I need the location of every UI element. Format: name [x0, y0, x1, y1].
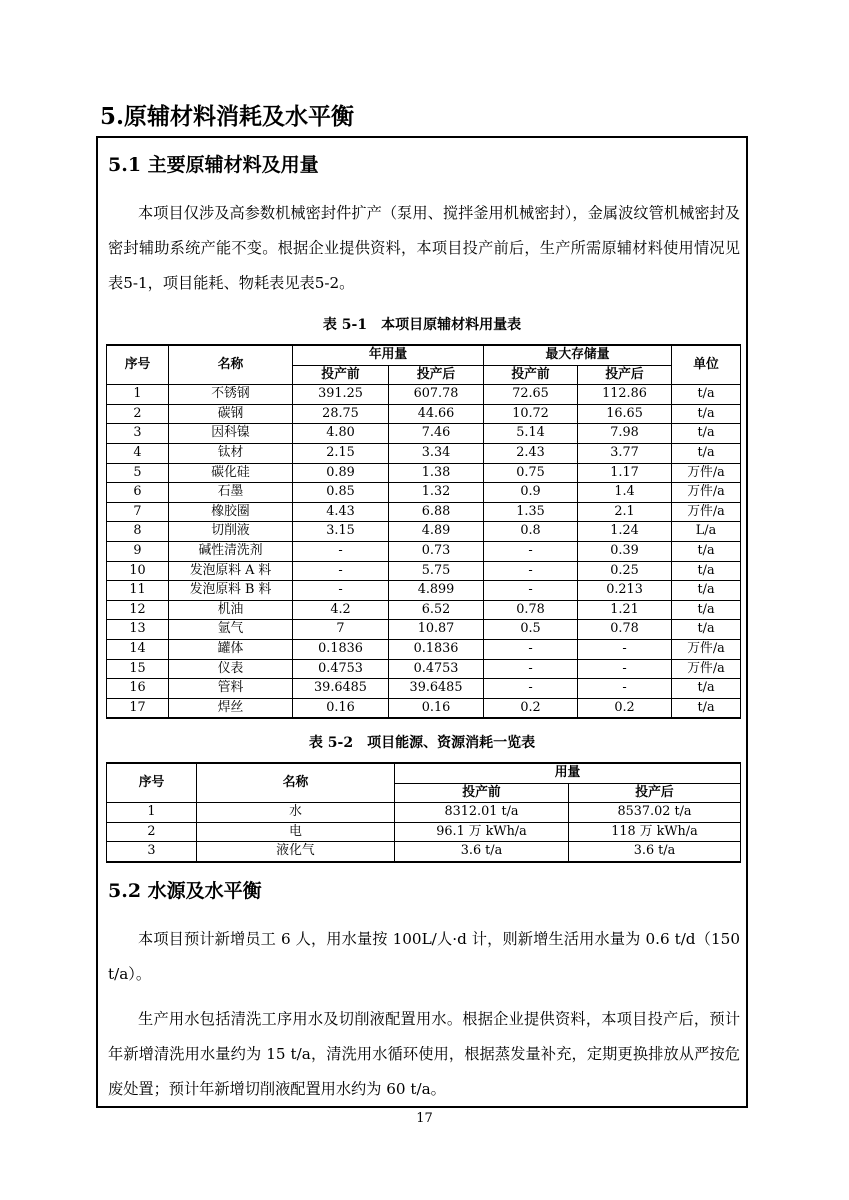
table-cell: 0.73: [389, 541, 484, 561]
material-row: [107, 404, 741, 424]
paragraph-materials: 本项目仅涉及高参数机械密封件扩产（泵用、搅拌釜用机械密封），金属波纹管机械密封及密封辅助系统产能不变。根据企业提供资料，本项目投产前后，生产所需原辅材料使用情况见表5-1，项目能耗、物耗表见表5-2。: [108, 204, 740, 292]
table-cell: 0.4753: [293, 659, 389, 679]
table-cell: -: [578, 659, 672, 679]
table-cell: 0.16: [293, 698, 389, 718]
table-cell: 5: [107, 463, 169, 483]
table1-caption: 表 5-1 本项目原辅材料用量表: [322, 317, 522, 333]
material-row: [107, 483, 741, 503]
table-cell: t/a: [672, 541, 741, 561]
table-cell: 4.2: [293, 600, 389, 620]
col-header-no: 序号: [107, 345, 169, 385]
table-cell: 118 万 kWh/a: [569, 822, 741, 842]
energy-row: [107, 803, 741, 823]
table-cell: 16.65: [578, 404, 672, 424]
col-header-max-storage: 最大存储量: [484, 345, 672, 365]
table-cell: 9: [107, 541, 169, 561]
material-row: [107, 679, 741, 699]
table-cell: 0.16: [389, 698, 484, 718]
paragraph-production-water: 生产用水包括清洗工序用水及切削液配置用水。根据企业提供资料，本项目投产后，预计年新增清洗用水量约为 15 t/a，清洗用水循环使用，根据蒸发量补充，定期更换排放从严按危废处置；预计年新增切削液配置用水约为 60 t/a。: [108, 1010, 740, 1098]
table-cell: 39.6485: [389, 679, 484, 699]
table-cell: 5.75: [389, 561, 484, 581]
material-row: [107, 639, 741, 659]
table-cell: t/a: [672, 581, 741, 601]
col-header-name: 名称: [169, 345, 293, 385]
table-cell: 10: [107, 561, 169, 581]
material-row: [107, 698, 741, 718]
energy-table-body: [107, 803, 741, 862]
table-cell: 机油: [169, 600, 293, 620]
table-cell: 橡胶圈: [169, 502, 293, 522]
table-cell: 112.86: [578, 385, 672, 405]
table-cell: 7.46: [389, 424, 484, 444]
table-cell: 焊丝: [169, 698, 293, 718]
table-cell: 4: [107, 443, 169, 463]
table-cell: 6.52: [389, 600, 484, 620]
table-cell: t/a: [672, 698, 741, 718]
table-cell: -: [293, 541, 389, 561]
table-cell: 8: [107, 522, 169, 542]
table-cell: 2: [107, 404, 169, 424]
table-cell: 3.15: [293, 522, 389, 542]
table-cell: 碳化硅: [169, 463, 293, 483]
table-cell: 电: [197, 822, 395, 842]
t2-header-after: 投产后: [569, 783, 741, 803]
table-cell: 0.4753: [389, 659, 484, 679]
table-cell: 4.80: [293, 424, 389, 444]
table-cell: -: [484, 659, 578, 679]
table-cell: 0.9: [484, 483, 578, 503]
table-cell: 0.78: [484, 600, 578, 620]
table-cell: 4.89: [389, 522, 484, 542]
table-cell: 0.89: [293, 463, 389, 483]
table-cell: 因科镍: [169, 424, 293, 444]
table-cell: 碱性清洗剂: [169, 541, 293, 561]
table-cell: 39.6485: [293, 679, 389, 699]
table-cell: 3: [107, 424, 169, 444]
table-cell: 0.75: [484, 463, 578, 483]
col-header-storage-after: 投产后: [578, 365, 672, 385]
table-cell: 管料: [169, 679, 293, 699]
subsection-title-5-1: 5.1 主要原辅材料及用量: [108, 154, 319, 176]
table-cell: 5.14: [484, 424, 578, 444]
t2-header-name: 名称: [197, 763, 395, 803]
table-cell: 1.21: [578, 600, 672, 620]
table-cell: L/a: [672, 522, 741, 542]
materials-table-body: [107, 385, 741, 719]
table-cell: 1: [107, 385, 169, 405]
col-header-unit: 单位: [672, 345, 741, 385]
table-cell: 8537.02 t/a: [569, 803, 741, 823]
table-cell: 0.39: [578, 541, 672, 561]
energy-row: [107, 842, 741, 862]
table-cell: 0.5: [484, 620, 578, 640]
table-cell: 28.75: [293, 404, 389, 424]
energy-table: [106, 762, 741, 863]
table-cell: 3: [107, 842, 197, 862]
col-header-annual-after: 投产后: [389, 365, 484, 385]
table-cell: 0.2: [578, 698, 672, 718]
material-row: [107, 463, 741, 483]
table-cell: 万件/a: [672, 659, 741, 679]
table-cell: t/a: [672, 404, 741, 424]
table-cell: 17: [107, 698, 169, 718]
energy-row: [107, 822, 741, 842]
table-cell: 石墨: [169, 483, 293, 503]
material-row: [107, 385, 741, 405]
table-cell: 万件/a: [672, 463, 741, 483]
material-row: [107, 502, 741, 522]
table-cell: 15: [107, 659, 169, 679]
table-cell: 72.65: [484, 385, 578, 405]
table-cell: -: [578, 679, 672, 699]
col-header-annual-before: 投产前: [293, 365, 389, 385]
table-cell: -: [484, 541, 578, 561]
t2-header-before: 投产前: [395, 783, 569, 803]
table-cell: 液化气: [197, 842, 395, 862]
table-cell: 10.87: [389, 620, 484, 640]
table-cell: -: [484, 561, 578, 581]
table-cell: 12: [107, 600, 169, 620]
table-cell: t/a: [672, 679, 741, 699]
table-cell: 0.2: [484, 698, 578, 718]
table-cell: t/a: [672, 443, 741, 463]
table-cell: 2.15: [293, 443, 389, 463]
table-cell: -: [484, 679, 578, 699]
table-cell: 1.24: [578, 522, 672, 542]
material-row: [107, 522, 741, 542]
table-cell: 0.25: [578, 561, 672, 581]
table-cell: 碳钢: [169, 404, 293, 424]
table-cell: 16: [107, 679, 169, 699]
table-cell: 391.25: [293, 385, 389, 405]
col-header-annual: 年用量: [293, 345, 484, 365]
table-cell: 96.1 万 kWh/a: [395, 822, 569, 842]
table-cell: 0.213: [578, 581, 672, 601]
table-cell: 万件/a: [672, 483, 741, 503]
table-cell: 7: [107, 502, 169, 522]
table-cell: 切削液: [169, 522, 293, 542]
table-cell: 不锈钢: [169, 385, 293, 405]
table-cell: 8312.01 t/a: [395, 803, 569, 823]
table-cell: 6: [107, 483, 169, 503]
table-cell: 万件/a: [672, 502, 741, 522]
table-cell: 11: [107, 581, 169, 601]
table-cell: 0.1836: [389, 639, 484, 659]
table2-caption: 表 5-2 项目能源、资源消耗一览表: [308, 735, 536, 751]
table-cell: t/a: [672, 600, 741, 620]
table-cell: -: [484, 581, 578, 601]
table-cell: 10.72: [484, 404, 578, 424]
section-title: 5.原辅材料消耗及水平衡: [100, 103, 355, 130]
table-cell: 仪表: [169, 659, 293, 679]
material-row: [107, 424, 741, 444]
table-cell: t/a: [672, 561, 741, 581]
table-cell: 2.43: [484, 443, 578, 463]
table-cell: 1: [107, 803, 197, 823]
table-cell: 0.8: [484, 522, 578, 542]
content-frame: [96, 136, 748, 1108]
table-cell: 0.85: [293, 483, 389, 503]
table-cell: -: [293, 561, 389, 581]
material-row: [107, 659, 741, 679]
table-cell: 3.77: [578, 443, 672, 463]
table-cell: -: [578, 639, 672, 659]
t2-header-usage: 用量: [395, 763, 741, 783]
table-cell: 发泡原料 A 料: [169, 561, 293, 581]
table-cell: t/a: [672, 424, 741, 444]
table-cell: t/a: [672, 385, 741, 405]
table-cell: -: [293, 581, 389, 601]
table-cell: 罐体: [169, 639, 293, 659]
table-cell: 0.1836: [293, 639, 389, 659]
table-cell: 发泡原料 B 料: [169, 581, 293, 601]
table-cell: 1.32: [389, 483, 484, 503]
table-cell: 3.6 t/a: [395, 842, 569, 862]
page-number: 17: [416, 1111, 433, 1126]
table-cell: 4.43: [293, 502, 389, 522]
table-cell: 1.38: [389, 463, 484, 483]
table-cell: 1.4: [578, 483, 672, 503]
table-cell: 2.1: [578, 502, 672, 522]
table-cell: 1.17: [578, 463, 672, 483]
table-cell: 607.78: [389, 385, 484, 405]
material-row: [107, 600, 741, 620]
table-cell: 万件/a: [672, 639, 741, 659]
table-cell: 7: [293, 620, 389, 640]
subsection-title-5-2: 5.2 水源及水平衡: [108, 880, 262, 902]
table-cell: 水: [197, 803, 395, 823]
material-row: [107, 581, 741, 601]
table-cell: 44.66: [389, 404, 484, 424]
table-cell: 3.6 t/a: [569, 842, 741, 862]
table-cell: 14: [107, 639, 169, 659]
material-row: [107, 620, 741, 640]
paragraph-domestic-water: 本项目预计新增员工 6 人，用水量按 100L/人·d 计，则新增生活用水量为 0.6 t/d（150 t/a）。: [108, 930, 740, 983]
table-cell: t/a: [672, 620, 741, 640]
table-cell: 3.34: [389, 443, 484, 463]
col-header-storage-before: 投产前: [484, 365, 578, 385]
t2-header-no: 序号: [107, 763, 197, 803]
materials-table: [106, 344, 741, 719]
material-row: [107, 541, 741, 561]
table-cell: 氩气: [169, 620, 293, 640]
table-cell: 0.78: [578, 620, 672, 640]
material-row: [107, 443, 741, 463]
table-cell: 13: [107, 620, 169, 640]
table-cell: -: [484, 639, 578, 659]
table-cell: 7.98: [578, 424, 672, 444]
table-cell: 4.899: [389, 581, 484, 601]
table-cell: 2: [107, 822, 197, 842]
table-cell: 6.88: [389, 502, 484, 522]
material-row: [107, 561, 741, 581]
table-cell: 1.35: [484, 502, 578, 522]
table-cell: 钛材: [169, 443, 293, 463]
